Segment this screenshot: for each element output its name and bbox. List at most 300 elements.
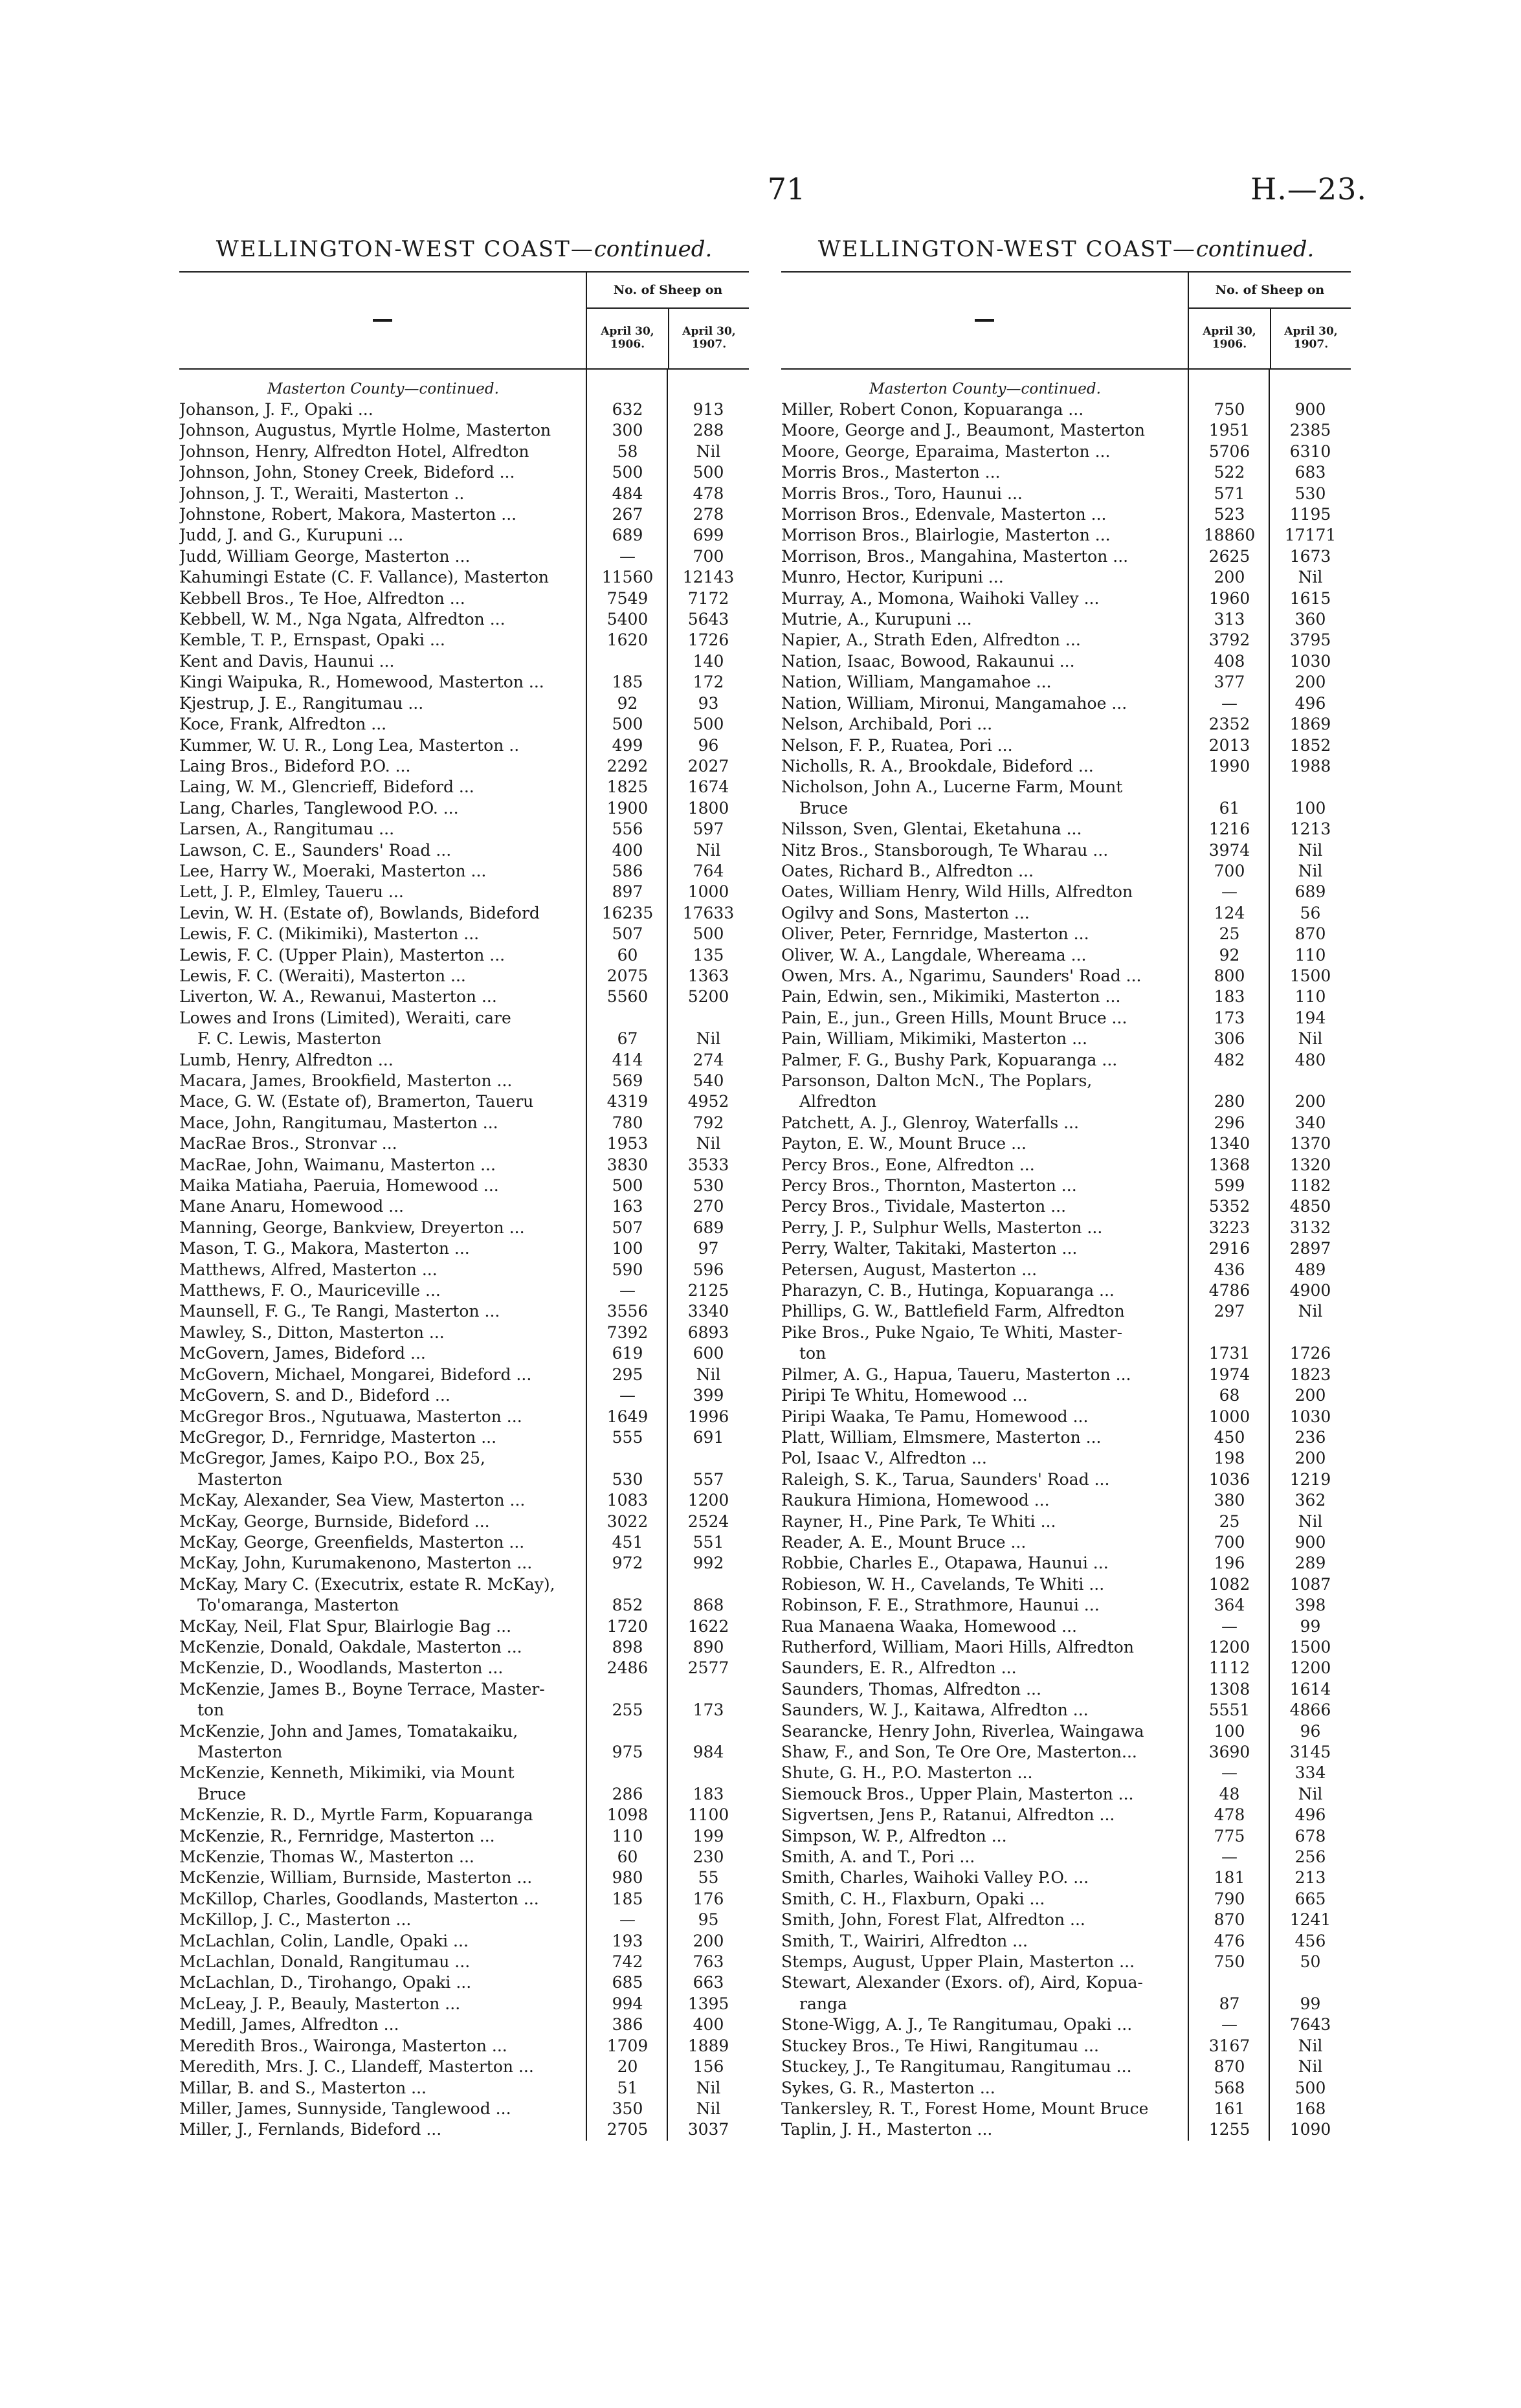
- table-row: [179, 1679, 749, 1721]
- owner-name-continuation: Bruce: [197, 1784, 247, 1803]
- table-body: [179, 370, 749, 2141]
- sheep-count-1907: 236: [1294, 1427, 1326, 1447]
- owner-name: [781, 735, 1189, 756]
- owner-name-line: Kemble, T. P., Ernspast, Opaki ...: [179, 630, 445, 650]
- owner-name: [179, 1365, 587, 1385]
- owner-name: [781, 1218, 1189, 1238]
- sheep-count-1906: 196: [1214, 1554, 1245, 1573]
- owner-name-line: Mane Anaru, Homewood ...: [179, 1197, 404, 1216]
- owner-name: [781, 2057, 1189, 2077]
- table-row: [179, 525, 749, 546]
- table-row: [781, 1155, 1351, 1176]
- owner-name-continuation: Masterton: [197, 1469, 283, 1489]
- sheep-count-1907: Nil: [1298, 861, 1323, 880]
- owner-name: [179, 693, 587, 714]
- owner-name-line: Ogilvy and Sons, Masterton ...: [781, 903, 1030, 922]
- owner-name: [781, 1931, 1189, 1952]
- table-row: [781, 1238, 1351, 1259]
- table-row: [179, 1867, 749, 1888]
- owner-name-line: Moore, George and J., Beaumont, Masterton: [781, 421, 1146, 440]
- owner-name: [781, 1260, 1189, 1280]
- sheep-count-1906: 3223: [1208, 1218, 1250, 1237]
- owner-name: [179, 546, 587, 567]
- name-column-header: [781, 273, 1189, 368]
- owner-name-line: Johnstone, Robert, Makora, Masterton ...: [179, 505, 517, 524]
- sheep-count-1906: 590: [612, 1260, 643, 1279]
- owner-name-line: Pilmer, A. G., Hapua, Taueru, Masterton ...: [781, 1365, 1131, 1384]
- owner-name: [781, 1574, 1189, 1595]
- owner-name: [781, 1679, 1189, 1700]
- owner-name: [781, 484, 1189, 504]
- sheep-count-1907: 399: [693, 1386, 724, 1405]
- sheep-count-1906: 4319: [606, 1092, 649, 1111]
- owner-name: [781, 1301, 1189, 1322]
- table-row: [781, 1889, 1351, 1910]
- owner-name: [781, 1700, 1189, 1721]
- sheep-count-1906: 500: [612, 1176, 643, 1196]
- table-row: [781, 1301, 1351, 1322]
- sheep-count-1906: 100: [612, 1239, 643, 1258]
- sheep-count-1906: 313: [1214, 610, 1245, 629]
- owner-name-line: Lee, Harry W., Moeraki, Masterton ...: [179, 861, 487, 880]
- sheep-count-1907: 172: [693, 673, 724, 692]
- table-row: [781, 1469, 1351, 1490]
- owner-name: [179, 1301, 587, 1322]
- owner-name-line: Liverton, W. A., Rewanui, Masterton ...: [179, 987, 497, 1007]
- table-row: [179, 693, 749, 714]
- owner-name: [179, 1972, 587, 1993]
- owner-name: [781, 987, 1189, 1007]
- table-row: [781, 903, 1351, 924]
- sheep-count-1906: 898: [612, 1637, 643, 1656]
- sheep-count-1906: 380: [1214, 1491, 1245, 1510]
- sheep-count-1906: 267: [612, 505, 643, 524]
- sheep-count-1907: 100: [1294, 798, 1326, 818]
- sheep-count-1906: 1974: [1208, 1365, 1250, 1384]
- table-row: [179, 1385, 749, 1406]
- owner-name-line: McKenzie, D., Woodlands, Masterton ...: [179, 1658, 504, 1678]
- sheep-count-1906: 482: [1214, 1050, 1245, 1069]
- sheep-count-1907: 1988: [1289, 756, 1331, 775]
- table-row: [179, 1910, 749, 1930]
- owner-name-line: McKenzie, John and James, Tomatakaiku,: [179, 1721, 518, 1741]
- sheep-count-1907: 1320: [1289, 1155, 1331, 1174]
- owner-name: [179, 1280, 587, 1301]
- sheep-count-1907: 99: [1300, 1994, 1321, 2013]
- owner-name-line: Kent and Davis, Haunui ...: [179, 651, 395, 671]
- sheep-count-1906: 2352: [1208, 715, 1250, 734]
- owner-name-line: Shute, G. H., P.O. Masterton ...: [781, 1763, 1033, 1783]
- owner-name: [179, 1050, 587, 1071]
- sheep-count-1907: 168: [1294, 2099, 1326, 2118]
- table-row: [179, 1448, 749, 1490]
- table-row: [179, 861, 749, 882]
- sheep-count-1906: 555: [612, 1427, 643, 1447]
- owner-name-line: McKay, George, Greenfields, Masterton ...: [179, 1532, 525, 1552]
- owner-name-line: Meredith Bros., Waironga, Masterton ...: [179, 2036, 507, 2055]
- sheep-count-1906: 599: [1214, 1176, 1245, 1196]
- table-row: [179, 630, 749, 651]
- owner-name-line: Simpson, W. P., Alfredton ...: [781, 1826, 1007, 1845]
- sheep-count-1907: 99: [1300, 1616, 1321, 1636]
- table-header: [781, 271, 1351, 370]
- sheep-count-1907: 1241: [1289, 1910, 1331, 1930]
- sheep-count-1906: —: [1221, 882, 1238, 902]
- sheep-count-1906: 1620: [606, 630, 649, 650]
- sheep-count-header: [587, 273, 749, 368]
- sheep-count-1906: 1000: [1208, 1407, 1250, 1426]
- column-title-continued: continued.: [594, 236, 713, 262]
- sheep-count-1907: 398: [1294, 1596, 1326, 1615]
- sheep-count-1907: 50: [1300, 1952, 1321, 1972]
- owner-name: [781, 903, 1189, 924]
- table-row: [781, 1218, 1351, 1238]
- owner-name-line: Kjestrup, J. E., Rangitumau ...: [179, 693, 424, 713]
- sheep-count-1907: 278: [693, 505, 724, 524]
- owner-name-line: Platt, William, Elmsmere, Masterton ...: [781, 1427, 1102, 1447]
- owner-name-line: Robbie, Charles E., Otapawa, Haunui ...: [781, 1554, 1109, 1573]
- sheep-count-1907: 496: [1294, 693, 1326, 713]
- sheep-count-1906: 16235: [601, 903, 654, 922]
- owner-name-line: Lawson, C. E., Saunders' Road ...: [179, 840, 452, 860]
- table-row: [179, 2036, 749, 2057]
- sheep-count-1906: 300: [612, 421, 643, 440]
- owner-name-line: Rayner, H., Pine Park, Te Whiti ...: [781, 1511, 1056, 1531]
- sheep-count-1907: 334: [1294, 1763, 1326, 1783]
- table-row: [781, 399, 1351, 420]
- owner-name: [781, 1280, 1189, 1301]
- owner-name-line: Pain, William, Mikimiki, Masterton ...: [781, 1029, 1087, 1049]
- owner-name: [781, 1133, 1189, 1154]
- owner-name: [781, 2014, 1189, 2035]
- owner-name-line: Laing Bros., Bideford P.O. ...: [179, 756, 411, 775]
- section-heading: [179, 379, 749, 399]
- table-row: [179, 1826, 749, 1847]
- sheep-count-1907: 96: [698, 735, 719, 755]
- owner-name-line: Rutherford, William, Maori Hills, Alfredton: [781, 1637, 1134, 1656]
- owner-name: [781, 1448, 1189, 1469]
- owner-name-line: Reader, A. E., Mount Bruce ...: [781, 1532, 1027, 1552]
- table-row: [781, 651, 1351, 672]
- sheep-count-1907: 1219: [1289, 1469, 1331, 1489]
- table-row: [179, 735, 749, 756]
- owner-name: [781, 1847, 1189, 1867]
- owner-name: [179, 1322, 587, 1343]
- owner-name-line: Nelson, F. P., Ruatea, Pori ...: [781, 735, 1013, 755]
- sheep-count-1906: 2292: [606, 756, 649, 775]
- sheep-count-1907: 274: [693, 1050, 724, 1069]
- sheep-count-1906: —: [1221, 693, 1238, 713]
- sheep-count-1907: 763: [693, 1952, 724, 1972]
- page-number: 71: [767, 172, 806, 206]
- sheep-count-1907: 1370: [1289, 1134, 1331, 1154]
- section-heading-text: Masterton County—continued.: [267, 381, 499, 397]
- table-row: [781, 735, 1351, 756]
- owner-name-line: Maika Matiaha, Paeruia, Homewood ...: [179, 1176, 499, 1196]
- owner-name-line: Robinson, F. E., Strathmore, Haunui ...: [781, 1596, 1100, 1615]
- sheep-count-1906: 350: [612, 2099, 643, 2118]
- owner-name: [781, 588, 1189, 609]
- owner-name-line: Searancke, Henry John, Riverlea, Waingawa: [781, 1721, 1144, 1741]
- table-row: [781, 693, 1351, 714]
- owner-name-line: Lett, J. P., Elmley, Taueru ...: [179, 882, 404, 902]
- sheep-count-1907: 890: [693, 1637, 724, 1656]
- table-row: [781, 1972, 1351, 2014]
- sheep-count-1906: 478: [1214, 1805, 1245, 1825]
- table-row: [179, 798, 749, 819]
- sheep-count-1907: 340: [1294, 1113, 1326, 1132]
- owner-name-line: Johanson, J. F., Opaki ...: [179, 400, 373, 419]
- sheep-count-1906: 450: [1214, 1427, 1245, 1447]
- table-row: [781, 1260, 1351, 1280]
- table-row: [179, 840, 749, 861]
- table-row: [179, 588, 749, 609]
- owner-name-line: Koce, Frank, Alfredton ...: [179, 715, 387, 734]
- table-row: [179, 1407, 749, 1427]
- owner-name-line: Smith, T., Wairiri, Alfredton ...: [781, 1931, 1028, 1950]
- table-row: [179, 945, 749, 966]
- owner-name-line: McLachlan, D., Tirohango, Opaki ...: [179, 1973, 472, 1992]
- owner-name-line: Millar, B. and S., Masterton ...: [179, 2078, 427, 2097]
- owner-name: [781, 672, 1189, 693]
- owner-name-line: Percy Bros., Thornton, Masterton ...: [781, 1176, 1077, 1196]
- sheep-count-1907: Nil: [696, 840, 721, 860]
- sheep-count-1907: 3533: [687, 1155, 729, 1174]
- owner-name: [781, 1238, 1189, 1259]
- sheep-count-1907: 17633: [682, 903, 735, 922]
- table-row: [781, 1553, 1351, 1574]
- owner-name: [179, 2036, 587, 2057]
- owner-name: [179, 1176, 587, 1196]
- sheep-count-1906: 972: [612, 1554, 643, 1573]
- table-row: [179, 1574, 749, 1616]
- sheep-count-1906: 523: [1214, 505, 1245, 524]
- sheep-count-1906: 1340: [1208, 1134, 1250, 1154]
- owner-name-line: Oliver, W. A., Langdale, Whereama ...: [781, 945, 1087, 964]
- owner-name: [179, 1113, 587, 1133]
- table-row: [781, 1637, 1351, 1658]
- owner-name-continuation: Masterton: [197, 1743, 283, 1761]
- sheep-count-1906: 280: [1214, 1092, 1245, 1111]
- sheep-count-1906: 500: [612, 715, 643, 734]
- owner-name-continuation: Alfredton: [799, 1092, 877, 1111]
- sheep-count-1907: 1852: [1289, 735, 1331, 755]
- sheep-count-1907: 500: [693, 463, 724, 482]
- owner-name: [781, 525, 1189, 546]
- sheep-count-1907: Nil: [1298, 568, 1323, 587]
- owner-name: [179, 945, 587, 966]
- owner-name-line: Morrison Bros., Blairlogie, Masterton ...: [781, 526, 1111, 545]
- sheep-count-1906: 3167: [1208, 2036, 1250, 2055]
- sheep-count-1907: 5643: [687, 610, 729, 629]
- sheep-count-1906: 1098: [606, 1805, 649, 1825]
- sheep-count-1907: 173: [693, 1700, 724, 1720]
- owner-name: [179, 2078, 587, 2099]
- sheep-count-1906: 507: [612, 924, 643, 944]
- sheep-count-1906: 500: [612, 463, 643, 482]
- table-row: [781, 1511, 1351, 1532]
- table-row: [781, 1805, 1351, 1825]
- table-row: [781, 1113, 1351, 1133]
- sheep-count-1907: 3340: [687, 1302, 729, 1321]
- sheep-count-1906: 377: [1214, 673, 1245, 692]
- sheep-count-1907: 7172: [687, 588, 729, 608]
- sheep-count-1906: 700: [1214, 1532, 1245, 1552]
- sheep-count-1907: Nil: [696, 1365, 721, 1384]
- owner-name-line: Perry, Walter, Takitaki, Masterton ...: [781, 1239, 1078, 1258]
- owner-name-line: McKenzie, R. D., Myrtle Farm, Kopuaranga: [179, 1805, 533, 1825]
- sheep-count-1906: 1649: [606, 1407, 649, 1426]
- sheep-count-1906: 1082: [1208, 1574, 1250, 1594]
- table-row: [781, 1280, 1351, 1301]
- sheep-count-1906: 1990: [1208, 756, 1250, 775]
- owner-name-line: McLachlan, Donald, Rangitumau ...: [179, 1952, 471, 1972]
- sheep-count-1906: 3690: [1208, 1743, 1250, 1761]
- sheep-count-1906: 742: [612, 1952, 643, 1972]
- sheep-count-1907: 1869: [1289, 715, 1331, 734]
- owner-name-line: Morrison Bros., Edenvale, Masterton ...: [781, 505, 1107, 524]
- sheep-count-1906: 619: [612, 1344, 643, 1363]
- table-row: [781, 2099, 1351, 2119]
- column-title: [179, 236, 749, 262]
- sheep-count-1907: 3145: [1289, 1743, 1331, 1761]
- owner-name-line: Raukura Himiona, Homewood ...: [781, 1491, 1050, 1510]
- sheep-count-1907: 2577: [687, 1658, 729, 1678]
- sheep-count-1906: 507: [612, 1218, 643, 1237]
- sheep-count-1906: 569: [612, 1071, 643, 1090]
- sheep-count-1906: 1953: [606, 1134, 649, 1154]
- owner-name: [179, 462, 587, 483]
- owner-name-line: Mace, John, Rangitumau, Masterton ...: [179, 1113, 498, 1132]
- table-row: [179, 1050, 749, 1071]
- sheep-count-1907: 270: [693, 1197, 724, 1216]
- owner-name-line: Morris Bros., Toro, Haunui ...: [781, 484, 1023, 503]
- sheep-count-1907: 4850: [1289, 1197, 1331, 1216]
- sheep-count-1907: 764: [693, 861, 724, 880]
- table-row: [179, 1238, 749, 1259]
- table-row: [179, 1176, 749, 1196]
- sheep-count-1907: 478: [693, 484, 724, 503]
- table-row: [179, 484, 749, 504]
- sheep-count-1907: 1030: [1289, 1407, 1331, 1426]
- table-row: [179, 1847, 749, 1867]
- owner-name: [781, 945, 1189, 966]
- owner-name: [179, 840, 587, 861]
- owner-name: [781, 2036, 1189, 2057]
- sheep-count-1907: 110: [1294, 945, 1326, 964]
- sheep-count-1906: 750: [1214, 1952, 1245, 1972]
- sheep-count-1907: 530: [1294, 484, 1326, 503]
- sheep-count-1907: 530: [693, 1176, 724, 1196]
- owner-name-line: McKay, Neil, Flat Spur, Blairlogie Bag ...: [179, 1616, 512, 1636]
- owner-name: [781, 546, 1189, 567]
- table-row: [781, 1448, 1351, 1469]
- column-title-continued: continued.: [1195, 236, 1315, 262]
- owner-name-continuation: ranga: [799, 1994, 847, 2013]
- sheep-count-1906: 67: [617, 1029, 638, 1049]
- owner-name: [179, 882, 587, 902]
- sheep-count-1906: 1731: [1208, 1344, 1250, 1363]
- table-row: [781, 1322, 1351, 1365]
- owner-name: [781, 2099, 1189, 2119]
- owner-name: [179, 1490, 587, 1511]
- sheep-count-1907: Nil: [1298, 1784, 1323, 1803]
- section-heading: [781, 379, 1351, 399]
- owner-name-line: McKillop, J. C., Masterton ...: [179, 1910, 412, 1930]
- table-row: [781, 672, 1351, 693]
- owner-name-line: Miller, J., Fernlands, Bideford ...: [179, 2120, 442, 2139]
- table-row: [781, 1427, 1351, 1448]
- owner-name-line: Pike Bros., Puke Ngaio, Te Whiti, Master-: [781, 1322, 1123, 1342]
- owner-name-line: Nation, William, Mironui, Mangamahoe ...: [781, 693, 1127, 713]
- sheep-count-1906: 1255: [1208, 2120, 1250, 2139]
- owner-name-line: McLachlan, Colin, Landle, Opaki ...: [179, 1931, 469, 1950]
- table-row: [179, 1490, 749, 1511]
- owner-name: [781, 1490, 1189, 1511]
- owner-name-line: Smith, A. and T., Pori ...: [781, 1847, 975, 1867]
- sheep-count-1907: 176: [693, 1889, 724, 1908]
- sheep-count-1907: 1889: [687, 2036, 729, 2055]
- sheep-count-1906: 5400: [606, 610, 649, 629]
- owner-name-line: Patchett, A. J., Glenroy, Waterfalls ...: [781, 1113, 1079, 1132]
- owner-name-line: Shaw, F., and Son, Te Ore Ore, Masterton...: [781, 1743, 1137, 1761]
- sheep-count-1906: 408: [1214, 651, 1245, 671]
- owner-name: [179, 987, 587, 1007]
- table-row: [781, 1826, 1351, 1847]
- table-row: [179, 1994, 749, 2014]
- table-row: [781, 630, 1351, 651]
- sheep-count-1906: 2705: [606, 2120, 649, 2139]
- sheep-count-1907: 557: [693, 1469, 724, 1489]
- sheep-count-1907: 362: [1294, 1491, 1326, 1510]
- owner-name: [179, 651, 587, 672]
- year-1906-header: April 30, 1906.: [601, 325, 654, 351]
- table-row: [781, 546, 1351, 567]
- owner-name-line: MacRae, John, Waimanu, Masterton ...: [179, 1155, 496, 1174]
- sheep-count-1906: 200: [1214, 568, 1245, 587]
- table-row: [179, 546, 749, 567]
- owner-name-line: Johnson, Henry, Alfredton Hotel, Alfredton: [179, 441, 529, 461]
- table-row: [781, 1721, 1351, 1742]
- owner-name: [781, 1407, 1189, 1427]
- sheep-count-1907: 4952: [687, 1092, 729, 1111]
- owner-name: [781, 1511, 1189, 1532]
- owner-name: [781, 1050, 1189, 1071]
- owner-name: [179, 966, 587, 987]
- sheep-count-1906: 994: [612, 1994, 643, 2013]
- owner-name: [781, 630, 1189, 651]
- owner-name-line: Pain, E., jun., Green Hills, Mount Bruce ...: [781, 1008, 1127, 1027]
- table-row: [781, 714, 1351, 735]
- owner-name: [781, 504, 1189, 525]
- owner-name-line: Medill, James, Alfredton ...: [179, 2015, 399, 2035]
- sheep-count-1907: 1614: [1289, 1679, 1331, 1699]
- sheep-count-1907: 55: [698, 1868, 719, 1888]
- table-row: [179, 1322, 749, 1343]
- sheep-count-1907: 200: [1294, 1449, 1326, 1468]
- owner-name-line: McGregor, James, Kaipo P.O., Box 25,: [179, 1449, 485, 1468]
- table-row: [179, 1113, 749, 1133]
- sheep-count-1907: 194: [1294, 1008, 1326, 1027]
- owner-name: [781, 1469, 1189, 1490]
- sheep-count-1907: 1030: [1289, 651, 1331, 671]
- owner-name: [179, 2099, 587, 2119]
- owner-name-line: McGregor, D., Fernridge, Masterton ...: [179, 1427, 497, 1447]
- owner-name: [781, 861, 1189, 882]
- owner-name: [781, 1595, 1189, 1616]
- sheep-count-1907: 256: [1294, 1847, 1326, 1867]
- table-row: [781, 1616, 1351, 1637]
